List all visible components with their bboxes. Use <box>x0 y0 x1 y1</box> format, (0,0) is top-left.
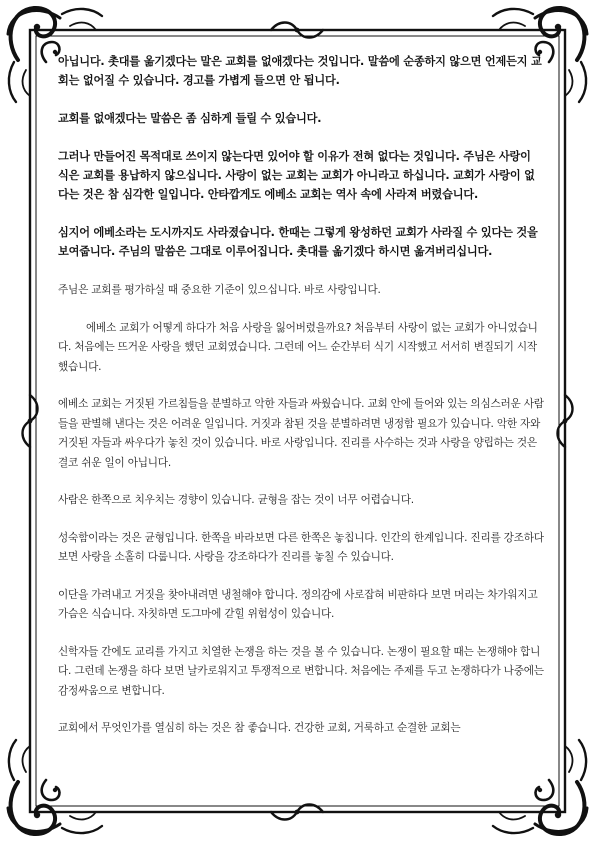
paragraph: 에베소 교회가 어떻게 하다가 처음 사랑을 잃어버렸을까요? 처음부터 사랑이 없는 교회가 아니었습니다. 처음에는 뜨거운 사랑을 했던 교회였습니다. 그런데 어느 순간부터 식기 시작했고 서서히 변질되기 시작했습니다. <box>58 321 538 373</box>
paragraph: 그러나 만들어진 목적대로 쓰이지 않는다면 있어야 할 이유가 전혀 없다는 것입니다. 주님은 사랑이 식은 교회를 용납하지 않으십니다. 사랑이 없는 교회는 교회가 아니라고 하십니다. 교회가 사랑이 없다는 것은 참 심각한 일입니다. 안타깝게도 에베소 교회는 역사 속에 사라져 버렸습니다. <box>58 150 535 201</box>
paragraph: 이단을 가려내고 거짓을 찾아내려면 냉철해야 합니다. 정의감에 사로잡혀 비판하다 보면 머리는 차가워지고 가슴은 식습니다. 자칫하면 도그마에 갇힐 위험성이 있습니다. <box>58 588 538 620</box>
document-body <box>58 52 544 739</box>
paragraph: 신학자들 간에도 교리를 가지고 치열한 논쟁을 하는 것을 볼 수 있습니다. 논쟁이 필요할 때는 논쟁해야 합니다. 그런데 논쟁을 하다 보면 날카로워지고 투쟁적으로 변합니다. 처음에는 주제를 두고 논쟁하다가 나중에는 감정싸움으로 변합니다. <box>58 645 544 697</box>
paragraph: 심지어 에베소라는 도시까지도 사라졌습니다. 한때는 그렇게 왕성하던 교회가 사라질 수 있다는 것을 보여줍니다. 주님의 말씀은 그대로 이루어집니다. 촛대를 옮기겠다 하시면 옮겨버리십니다. <box>58 226 538 258</box>
paragraph: 성숙함이라는 것은 균형입니다. 한쪽을 바라보면 다른 한쪽은 놓칩니다. 인간의 한계입니다. 진리를 강조하다 보면 사랑을 소홀히 다룹니다. 사랑을 강조하다가 진리를 놓칠 수 있습니다. <box>58 531 544 563</box>
paragraph: 에베소 교회는 거짓된 가르침들을 분별하고 악한 자들과 싸웠습니다. 교회 안에 들어와 있는 의심스러운 사람들을 판별해 낸다는 것은 어려운 일입니다. 거짓과 참된 것을 분별하려면 냉정함 필요가 있습니다. 악한 자와 거짓된 자들과 싸우다가 놓친 것이 있습니다. 바로 사랑입니다. 진리를 사수하는 것과 사랑을 양립하는 것은 결코 쉬운 일이 아닙니다. <box>58 398 544 469</box>
paragraph: 주님은 교회를 평가하실 때 중요한 기준이 있으십니다. 바로 사랑입니다. <box>58 284 381 296</box>
paragraph: 교회에서 무엇인가를 열심히 하는 것은 참 좋습니다. 건강한 교회, 거룩하고 순결한 교회는 <box>58 722 461 734</box>
paragraph: 사람은 한쪽으로 치우치는 경향이 있습니다. 균형을 잡는 것이 너무 어렵습니다. <box>58 494 414 506</box>
paragraph: 교회를 없애겠다는 말씀은 좀 심하게 들릴 수 있습니다. <box>58 112 322 125</box>
paragraph: 아닙니다. 촛대를 옮기겠다는 말은 교회를 없애겠다는 것입니다. 말씀에 순종하지 않으면 언제든지 교회는 없어질 수 있습니다. 경고를 가볍게 들으면 안 됩니다. <box>58 55 542 87</box>
